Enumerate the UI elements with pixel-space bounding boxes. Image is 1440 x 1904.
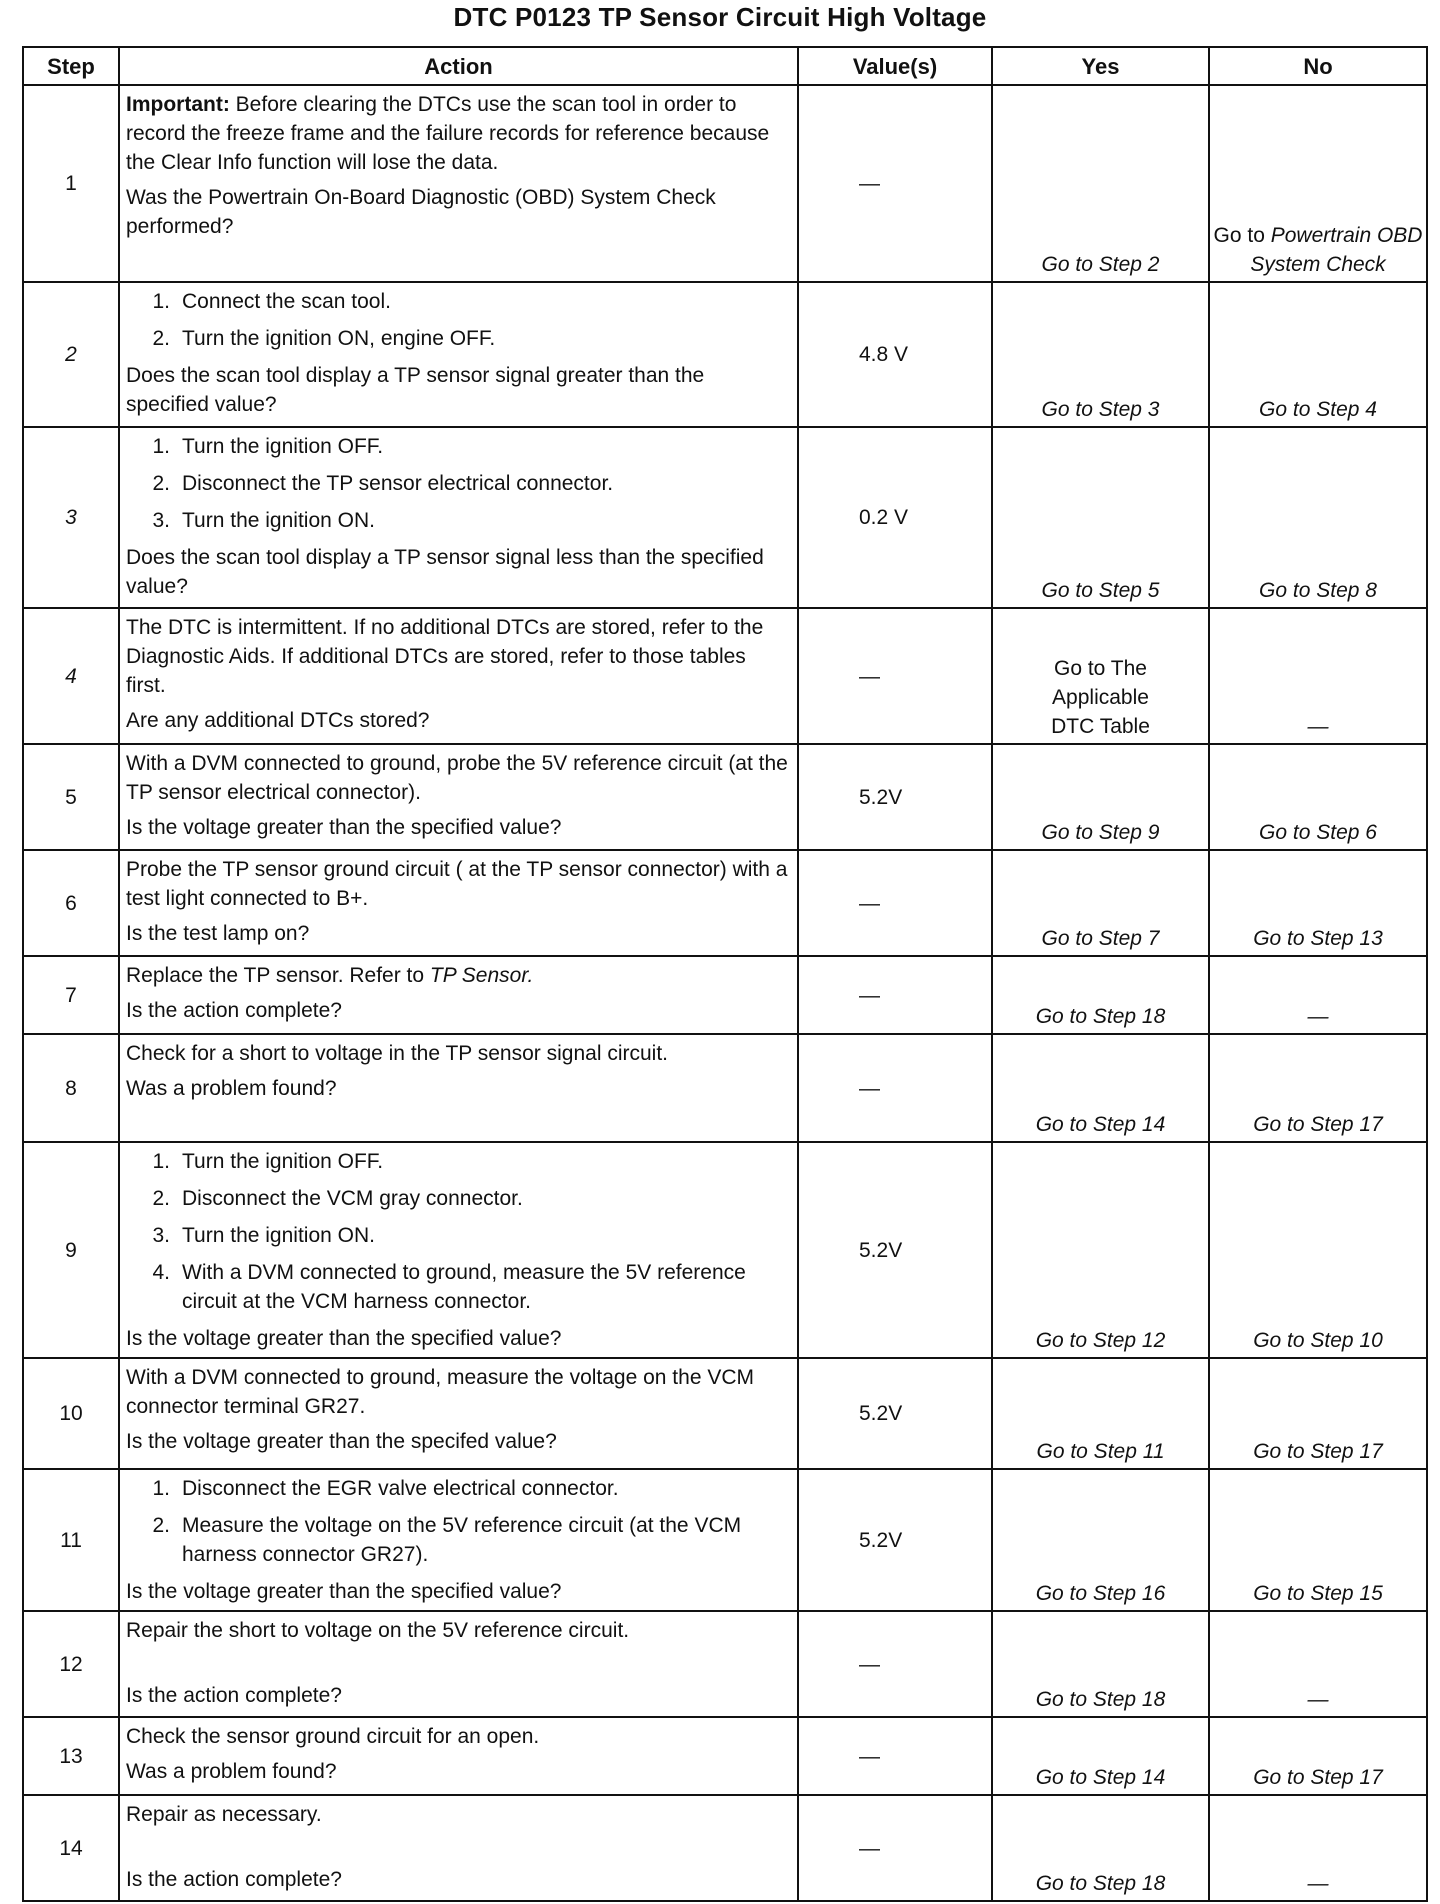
action-list	[126, 1147, 791, 1316]
list-item: 3. Turn the ignition ON.	[152, 509, 375, 532]
value-cell: 4.8 V	[798, 282, 992, 427]
action-body: Before clearing the DTCs use the scan tool in order to record the freeze frame and the failure records for reference because the Clear Info function will lose the data.	[126, 93, 770, 174]
no-cell: Go to Step 13	[1209, 850, 1427, 956]
action-list	[126, 287, 791, 353]
value-cell: 5.2V	[798, 1142, 992, 1358]
yes-cell: Go to Step 11	[992, 1358, 1209, 1469]
value-cell: 5.2V	[798, 1469, 992, 1611]
no-cell: —	[1209, 956, 1427, 1034]
no-cell: Go to Step 17	[1209, 1358, 1427, 1469]
table-row	[23, 608, 1427, 744]
no-cell: Go to Step 8	[1209, 427, 1427, 608]
value-cell: —	[798, 85, 992, 282]
action-cell	[119, 1611, 798, 1717]
yes-line: DTC Table	[1051, 715, 1150, 738]
step-number: 2	[23, 282, 119, 427]
yes-cell: Go to Step 18	[992, 1795, 1209, 1901]
no-cell: Go to Step 4	[1209, 282, 1427, 427]
list-item: 4. With a DVM connected to ground, measure the 5V reference circuit at the VCM harness connector.	[152, 1261, 746, 1313]
list-item: 1. Turn the ignition OFF.	[152, 435, 384, 458]
table-row	[23, 1611, 1427, 1717]
action-cell	[119, 1142, 798, 1358]
action-question: Was a problem found?	[126, 1760, 337, 1783]
value-cell: 0.2 V	[798, 427, 992, 608]
action-question: Is the action complete?	[126, 999, 342, 1022]
action-cell	[119, 1469, 798, 1611]
action-cell	[119, 282, 798, 427]
list-item: 2. Turn the ignition ON, engine OFF.	[152, 327, 496, 350]
action-question: Is the action complete?	[126, 1684, 342, 1707]
no-cell: Go to Step 17	[1209, 1717, 1427, 1795]
table-row	[23, 427, 1427, 608]
yes-cell: Go to Step 2	[992, 85, 1209, 282]
action-question: Is the test lamp on?	[126, 922, 310, 945]
step-number: 11	[23, 1469, 119, 1611]
value-cell: 5.2V	[798, 744, 992, 850]
column-header-action: Action	[119, 47, 798, 85]
action-text: Repair the short to voltage on the 5V reference circuit.	[126, 1619, 630, 1642]
action-cell	[119, 744, 798, 850]
table-row	[23, 1795, 1427, 1901]
value-cell: —	[798, 850, 992, 956]
action-text: Check the sensor ground circuit for an open.	[126, 1725, 540, 1748]
page-title: DTC P0123 TP Sensor Circuit High Voltage	[453, 2, 987, 32]
action-text: Repair as necessary.	[126, 1803, 322, 1826]
action-text: With a DVM connected to ground, measure the voltage on the VCM connector terminal GR27.	[126, 1366, 755, 1418]
table-row	[23, 1717, 1427, 1795]
list-item: 2. Disconnect the VCM gray connector.	[152, 1187, 523, 1210]
value-cell: —	[798, 608, 992, 744]
action-text	[126, 961, 791, 990]
column-header-no: No	[1209, 47, 1427, 85]
action-question: Was a problem found?	[126, 1077, 337, 1100]
table-row	[23, 85, 1427, 282]
value-cell: —	[798, 1611, 992, 1717]
column-header-values: Value(s)	[798, 47, 992, 85]
step-number: 1	[23, 85, 119, 282]
table-row	[23, 956, 1427, 1034]
action-question: Is the voltage greater than the specified value?	[126, 816, 562, 839]
action-cell	[119, 427, 798, 608]
action-text: Check for a short to voltage in the TP sensor signal circuit.	[126, 1042, 668, 1065]
column-header-step: Step	[23, 47, 119, 85]
yes-cell: Go to Step 14	[992, 1717, 1209, 1795]
action-question: Does the scan tool display a TP sensor signal greater than the specified value?	[126, 364, 705, 416]
yes-cell: Go to Step 16	[992, 1469, 1209, 1611]
no-link: Powertrain OBD System Check	[1250, 224, 1423, 276]
step-number: 3	[23, 427, 119, 608]
no-cell: —	[1209, 608, 1427, 744]
table-row	[23, 1142, 1427, 1358]
list-item: 1. Disconnect the EGR valve electrical connector.	[152, 1477, 619, 1500]
diagnostic-table	[22, 46, 1428, 1902]
column-header-yes: Yes	[992, 47, 1209, 85]
action-question: Is the action complete?	[126, 1868, 342, 1891]
yes-cell: Go to Step 7	[992, 850, 1209, 956]
no-cell: Go to Step 10	[1209, 1142, 1427, 1358]
step-number: 9	[23, 1142, 119, 1358]
action-cell	[119, 956, 798, 1034]
action-list	[126, 432, 791, 535]
action-question: Was the Powertrain On-Board Diagnostic (OBD) System Check performed?	[126, 186, 716, 238]
step-number: 12	[23, 1611, 119, 1717]
action-cell	[119, 608, 798, 744]
table-row	[23, 1034, 1427, 1142]
value-cell: —	[798, 1795, 992, 1901]
important-label: Important:	[126, 93, 230, 116]
list-item: 3. Turn the ignition ON.	[152, 1224, 375, 1247]
no-cell: Go to Step 6	[1209, 744, 1427, 850]
action-question: Is the voltage greater than the specifed value?	[126, 1430, 557, 1453]
table-row	[23, 1358, 1427, 1469]
action-question: Are any additional DTCs stored?	[126, 709, 430, 732]
table-header-row	[23, 47, 1427, 85]
value-cell: —	[798, 1717, 992, 1795]
value-cell: 5.2V	[798, 1358, 992, 1469]
yes-cell: Go to Step 18	[992, 1611, 1209, 1717]
action-cell	[119, 1034, 798, 1142]
list-item: 2. Measure the voltage on the 5V reference circuit (at the VCM harness connector GR27).	[152, 1514, 742, 1566]
value-cell: —	[798, 1034, 992, 1142]
value-cell: —	[798, 956, 992, 1034]
yes-cell: Go to Step 14	[992, 1034, 1209, 1142]
step-number: 8	[23, 1034, 119, 1142]
table-row	[23, 1469, 1427, 1611]
yes-cell: Go to Step 3	[992, 282, 1209, 427]
action-body: Replace the TP sensor. Refer to	[126, 964, 425, 987]
step-number: 10	[23, 1358, 119, 1469]
no-cell: Go to Step 17	[1209, 1034, 1427, 1142]
no-cell: Go to Step 15	[1209, 1469, 1427, 1611]
yes-line: Applicable	[1052, 686, 1149, 709]
action-text: Probe the TP sensor ground circuit ( at the TP sensor connector) with a test light connected to B+.	[126, 858, 788, 910]
no-cell: —	[1209, 1611, 1427, 1717]
step-number: 7	[23, 956, 119, 1034]
no-prefix: Go to	[1213, 224, 1265, 247]
action-text	[126, 90, 791, 177]
yes-cell: Go to Step 12	[992, 1142, 1209, 1358]
action-question: Is the voltage greater than the specified value?	[126, 1327, 562, 1350]
action-text: The DTC is intermittent. If no additional DTCs are stored, refer to the Diagnostic Aids. If additional DTCs are stored, refer to those tables first.	[126, 616, 764, 697]
yes-cell: Go to Step 5	[992, 427, 1209, 608]
action-cell	[119, 1717, 798, 1795]
action-cell	[119, 1795, 798, 1901]
list-item: 1. Turn the ignition OFF.	[152, 1150, 384, 1173]
action-list	[126, 1474, 791, 1569]
step-number: 14	[23, 1795, 119, 1901]
no-cell: —	[1209, 1795, 1427, 1901]
yes-cell: Go to Step 9	[992, 744, 1209, 850]
action-question: Does the scan tool display a TP sensor signal less than the specified value?	[126, 546, 764, 598]
yes-line: Go to The	[1053, 657, 1147, 680]
no-cell	[1209, 85, 1427, 282]
action-cell	[119, 85, 798, 282]
yes-cell: Go to Step 18	[992, 956, 1209, 1034]
table-row	[23, 850, 1427, 956]
action-question: Is the voltage greater than the specified value?	[126, 1580, 562, 1603]
step-number: 6	[23, 850, 119, 956]
list-item: 2. Disconnect the TP sensor electrical connector.	[152, 472, 614, 495]
step-number: 5	[23, 744, 119, 850]
list-item: 1. Connect the scan tool.	[152, 290, 391, 313]
reference-link: TP Sensor.	[429, 964, 534, 987]
table-row	[23, 282, 1427, 427]
action-cell	[119, 1358, 798, 1469]
action-text: With a DVM connected to ground, probe the 5V reference circuit (at the TP sensor electrical connector).	[126, 752, 788, 804]
step-number: 4	[23, 608, 119, 744]
table-row	[23, 744, 1427, 850]
yes-cell	[992, 608, 1209, 744]
step-number: 13	[23, 1717, 119, 1795]
action-cell	[119, 850, 798, 956]
